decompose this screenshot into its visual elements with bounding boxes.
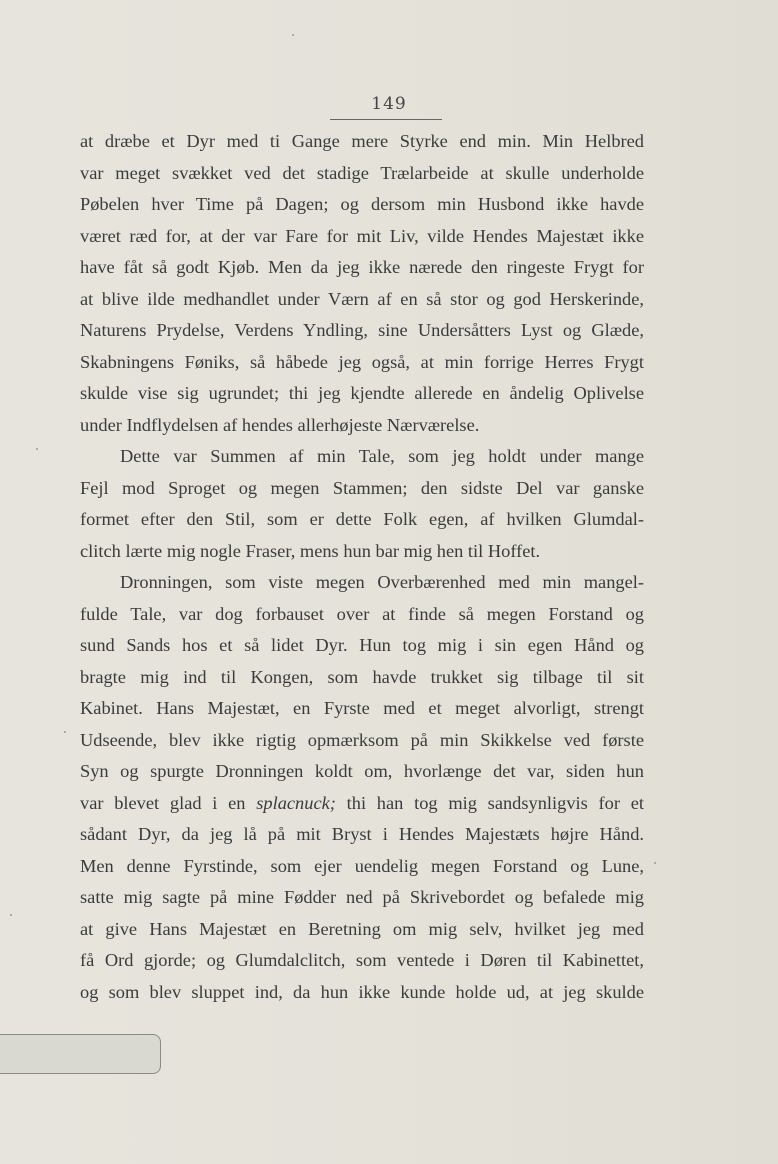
body-text xyxy=(80,126,644,1008)
text-line: satte mig sagte på mine Fødder ned på Skrivebordet og befalede mig xyxy=(80,887,644,907)
text-line: fulde Tale, var dog forbauset over at finde så megen Forstand og xyxy=(80,603,644,624)
text-line: Dronningen, som viste megen Overbærenhed med min mangel- xyxy=(120,572,644,592)
text-line: formet efter den Stil, som er dette Folk egen, af hvilken Glumdal- xyxy=(80,509,644,529)
text-line: skulde vise sig ugrundet; thi jeg kjendte allerede en åndelig Oplivelse xyxy=(80,383,644,403)
text-line: Kabinet. Hans Majestæt, en Fyrste med et meget alvorligt, strengt xyxy=(80,698,644,718)
paper-speck xyxy=(292,34,294,36)
text-line: bragte mig ind til Kongen, som havde trukket sig tilbage til sit xyxy=(80,666,644,687)
text-segment: var blevet glad i en xyxy=(80,792,257,813)
paper-speck xyxy=(64,731,66,733)
text-line: clitch lærte mig nogle Fraser, mens hun bar mig hen til Hoffet. xyxy=(80,540,541,561)
text-line: sådant Dyr, da jeg lå på mit Bryst i Hendes Majestæts højre Hånd. xyxy=(80,824,644,844)
paper-speck xyxy=(654,862,656,864)
text-line: Syn og spurgte Dronningen koldt om, hvorlænge det var, siden hun xyxy=(80,761,644,781)
text-line: have fåt så godt Kjøb. Men da jeg ikke nærede den ringeste Frygt for xyxy=(80,257,644,277)
text-line: og som blev sluppet ind, da hun ikke kunde holde ud, at jeg skulde xyxy=(80,981,644,1002)
text-line: at dræbe et Dyr med ti Gange mere Styrke end min. Min Helbred xyxy=(80,131,644,151)
text-line: været ræd for, at der var Fare for mit Liv, vilde Hendes Majestæt ikke xyxy=(80,225,644,246)
paragraph-3 xyxy=(80,567,644,1008)
text-line: få Ord gjorde; og Glumdalclitch, som ventede i Døren til Kabinettet, xyxy=(80,950,644,970)
text-line: Udseende, blev ikke rigtig opmærksom på min Skikkelse ved første xyxy=(80,729,644,750)
text-line: Fejl mod Sproget og megen Stammen; den sidste Del var ganske xyxy=(80,477,644,498)
text-line: var meget svækket ved det stadige Trælarbeide at skulle underholde xyxy=(80,162,644,183)
text-line: Men denne Fyrstinde, som ejer uendelig megen Forstand og Lune, xyxy=(80,855,644,876)
page-number: 149 xyxy=(371,94,407,114)
text-line: sund Sands hos et så lidet Dyr. Hun tog mig i sin egen Hånd og xyxy=(80,635,644,655)
text-line: Dette var Summen af min Tale, som jeg holdt under mange xyxy=(120,446,644,466)
page-number-rule xyxy=(330,119,442,120)
text-line: under Indflydelsen af hendes allerhøjeste Nærværelse. xyxy=(80,414,480,435)
paragraph-1 xyxy=(80,126,644,441)
text-line: at give Hans Majestæt en Beretning om mig selv, hvilket jeg med xyxy=(80,918,644,939)
paragraph-2 xyxy=(80,441,644,567)
paper-speck xyxy=(10,914,12,916)
text-line-with-emphasis xyxy=(80,788,644,820)
paper-speck xyxy=(36,448,38,450)
text-segment: thi han tog mig sandsynligvis for et xyxy=(335,792,644,813)
page-tab-marker xyxy=(0,1034,161,1074)
emphasized-word: splacnuck; xyxy=(256,792,336,813)
text-line: Skabningens Føniks, så håbede jeg også, at min forrige Herres Frygt xyxy=(80,351,644,372)
text-line: Pøbelen hver Time på Dagen; og dersom min Husbond ikke havde xyxy=(80,194,644,214)
text-line: Naturens Prydelse, Verdens Yndling, sine Undersåtters Lyst og Glæde, xyxy=(80,320,644,340)
text-line: at blive ilde medhandlet under Værn af en så stor og god Herskerinde, xyxy=(80,288,644,309)
